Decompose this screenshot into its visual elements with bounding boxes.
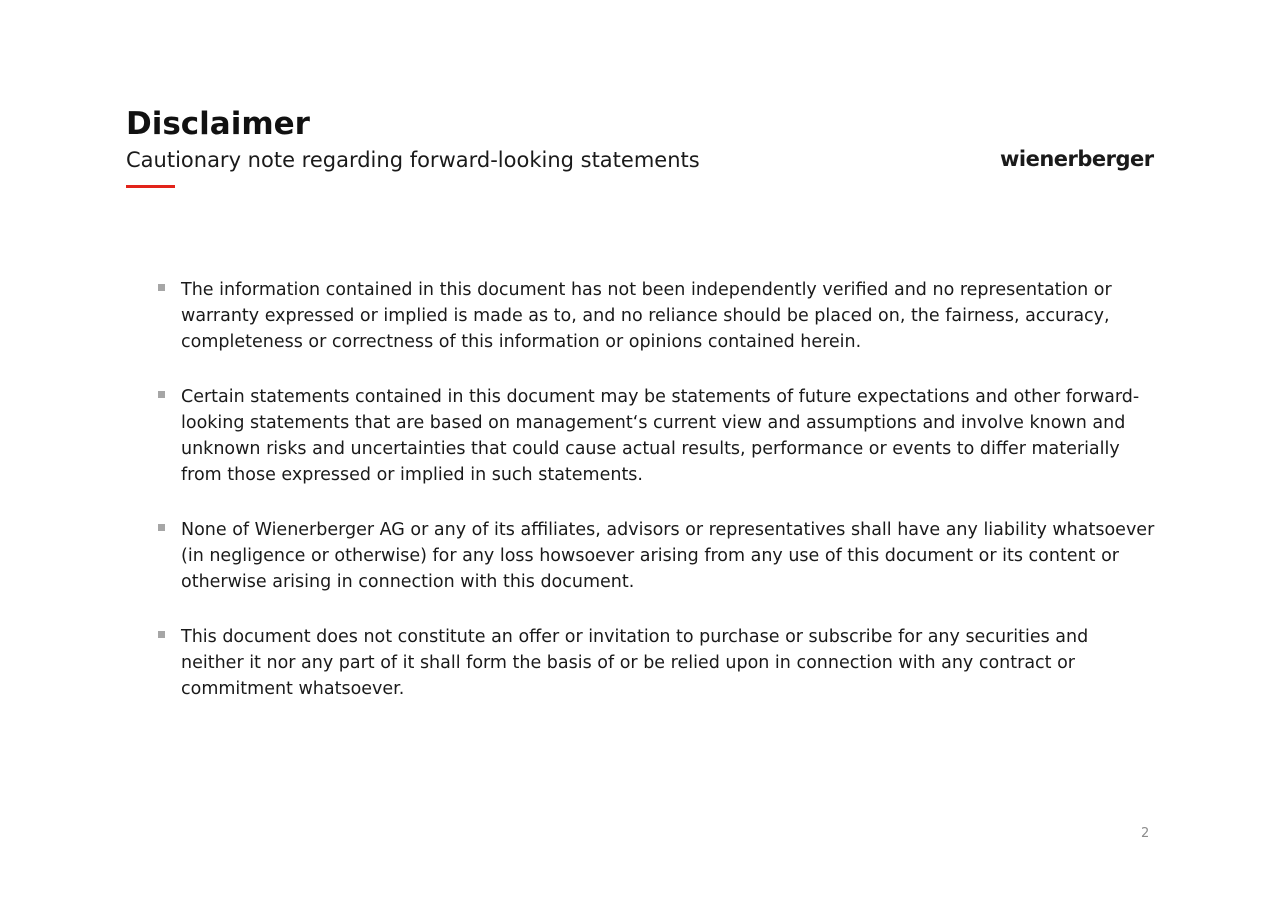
list-item-text: This document does not constitute an offer or invitation to purchase or subscribe for any securities and neither it nor any part of it shall form the basis of or be relied upon in connection with any contract or commitment whatsoever. bbox=[181, 627, 1089, 699]
square-bullet-icon bbox=[158, 284, 165, 291]
list-item-text: The information contained in this document has not been independently verified and no representation or warranty expressed or implied is made as to, and no reliance should be placed on, the fairness, accuracy, completeness or correctness of this information or opinions contained herein. bbox=[181, 280, 1112, 352]
square-bullet-icon bbox=[158, 524, 165, 531]
page-title: Disclaimer bbox=[126, 106, 310, 142]
square-bullet-icon bbox=[158, 631, 165, 638]
list-item bbox=[156, 277, 1156, 355]
page-subtitle: Cautionary note regarding forward-looking statements bbox=[126, 148, 700, 172]
list-item bbox=[156, 384, 1156, 488]
wienerberger-logo: wienerberger bbox=[1000, 147, 1154, 171]
list-item bbox=[156, 517, 1156, 595]
square-bullet-icon bbox=[158, 391, 165, 398]
page-number: 2 bbox=[1141, 826, 1150, 841]
accent-rule bbox=[126, 185, 175, 188]
list-item bbox=[156, 624, 1156, 702]
list-item-text: Certain statements contained in this document may be statements of future expectations and other forward-looking statements that are based on management‘s current view and assumptions and involve known and unknown risks and uncertainties that could cause actual results, performance or events to differ materially from those expressed or implied in such statements. bbox=[181, 387, 1140, 485]
list-item-text: None of Wienerberger AG or any of its affiliates, advisors or representatives shall have any liability whatsoever (in negligence or otherwise) for any loss howsoever arising from any use of this document or its content or otherwise arising in connection with this document. bbox=[181, 520, 1155, 592]
disclaimer-list bbox=[156, 277, 1156, 731]
